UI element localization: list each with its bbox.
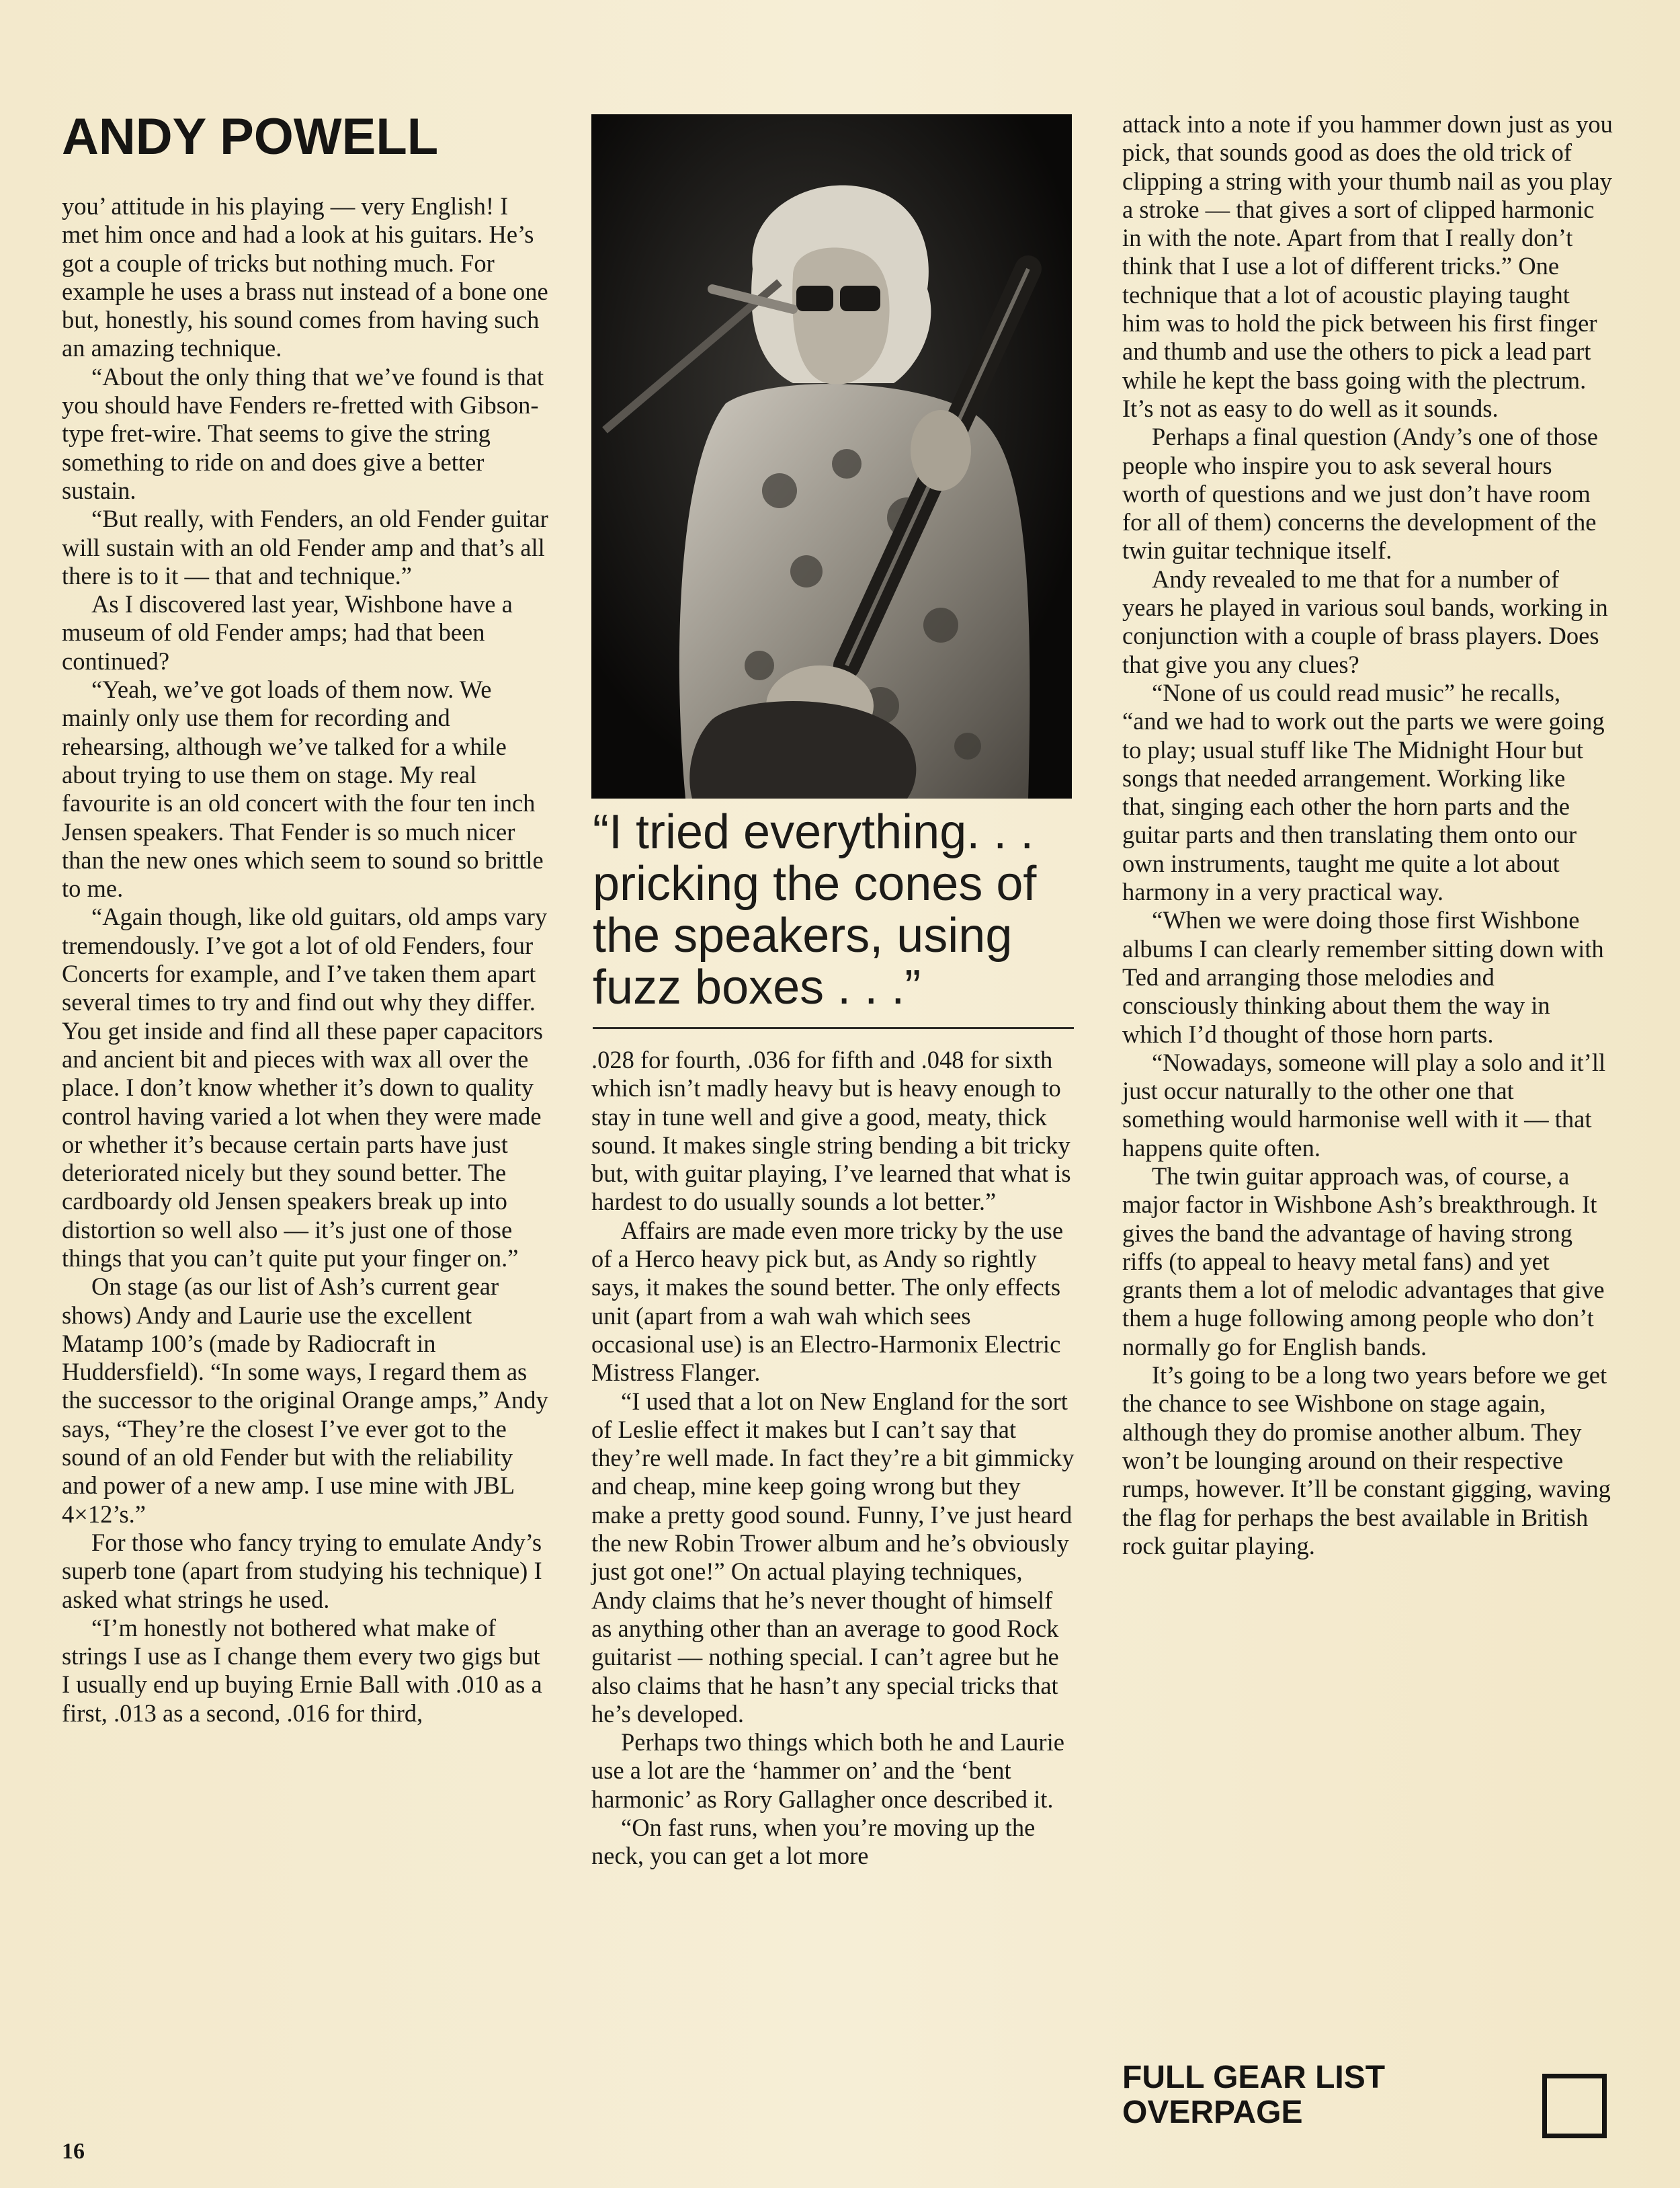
column-2-text	[591, 1046, 1075, 1871]
paragraph: “None of us could read music” he recalls, “and we had to work out the parts we were going to play; usual stuff like The Midnight Hour but songs that needed arrangement. Working like that, singing each other the horn parts and the guitar parts and then translating them onto our own instruments, taught me quite a lot about harmony in a very practical way.	[1122, 678, 1605, 906]
paragraph: attack into a note if you hammer down just as you pick, that sounds good as does the old trick of clipping a string with your thumb nail as you play a stroke — that gives a sort of clipped harmonic in with the note. Apart from that I really don’t think that I use a lot of different tricks.” One technique that a lot of acoustic playing taught him was to hold the pick between his first finger and thumb and use the others to pick a lead part while he kept the bass going with the plectrum. It’s not as easy to do well as it sounds.	[1122, 110, 1613, 422]
paragraph: “Nowadays, someone will play a solo and it’ll just occur naturally to the other one that something would harmonise well with it — that happens quite often.	[1122, 1048, 1606, 1162]
gear-list-note	[1122, 2060, 1385, 2130]
paragraph: As I discovered last year, Wishbone have a museum of old Fender amps; had that been continued?	[62, 590, 513, 675]
pull-quote: “I tried everything. . . pricking the cones of the speakers, using fuzz boxes . . .”	[593, 805, 1037, 1014]
paragraph: On stage (as our list of Ash’s current gear shows) Andy and Laurie use the excellent Matamp 100’s (made by Radiocraft in Huddersfield). “In some ways, I regard them as the successor to the original Orange amps,” Andy says, “They’re the closest I’ve ever got to the sound of an old Fender but with the reliability and power of a new amp. I use mine with JBL 4×12’s.”	[62, 1272, 548, 1528]
paragraph: “On fast runs, when you’re moving up the neck, you can get a lot more	[591, 1814, 1036, 1870]
paragraph: “About the only thing that we’ve found is that you should have Fenders re-fretted with Gibson-type fret-wire. That seems to give the string something to ride on and does give a better sustain.	[62, 362, 544, 504]
paragraph: .028 for fourth, .036 for fifth and .048 for sixth which isn’t madly heavy but is heavy enough to stay in tune well and give a good, meaty, thick sound. It makes single string bending a bit tricky but, with guitar playing, I’ve learned that what is hardest to do usually sounds a lot better.”	[591, 1046, 1071, 1216]
headline: ANDY POWELL	[62, 108, 439, 165]
paragraph: Perhaps two things which both he and Laurie use a lot are the ‘hammer on’ and the ‘bent harmonic’ as Rory Gallagher once described it.	[591, 1728, 1064, 1813]
guitarist-photo-icon	[591, 114, 1072, 799]
paragraph: For those who fancy trying to emulate Andy’s superb tone (apart from studying his technique) I asked what strings he used.	[62, 1528, 542, 1613]
column-3-text	[1122, 110, 1613, 1560]
page-number: 16	[62, 2139, 85, 2164]
guitarist-photo	[591, 114, 1072, 799]
paragraph: “When we were doing those first Wishbone albums I can clearly remember sitting down with Ted and arranging those melodies and consciously thinking about them the way in which I’d thought of those horn parts.	[1122, 906, 1604, 1048]
paragraph: “Again though, like old guitars, old amps vary tremendously. I’ve got a lot of old Fenders, four Concerts for example, and I’ve taken them apart several times to try and find out why they differ. You get inside and find all these paper capacitors and ancient bit and pieces with wax all over the place. I don’t know whether it’s down to quality control having varied a lot when they were made or whether it’s because certain parts have just deteriorated nicely but they sound better. The cardboardy old Jensen speakers break up into distortion so well also — it’s just one of those things that you can’t quite put your finger on.”	[62, 903, 548, 1272]
paragraph: “I used that a lot on New England for the sort of Leslie effect it makes but I can’t say that they’re well made. In fact they’re a bit gimmicky and cheap, mine keep going wrong but they make a pretty good sound. Funny, I’ve just heard the new Robin Trower album and he’s obviously just got one!” On actual playing techniques, Andy claims that he’s never thought of himself as anything other than an average to good Rock guitarist — nothing special. I can’t agree but he also claims that he hasn’t any special tricks that he’s developed.	[591, 1387, 1075, 1728]
paragraph: “Yeah, we’ve got loads of them now. We mainly only use them for recording and rehearsing, although we’ve talked for a while about trying to use them on stage. My real favourite is an old concert with the four ten inch Jensen speakers. That Fender is so much nicer than the new ones which seem to sound so brittle to me.	[62, 676, 544, 903]
paragraph: “I’m honestly not bothered what make of strings I use as I change them every two gigs but I usually end up buying Ernie Ball with .010 as a first, .013 as a second, .016 for third,	[62, 1613, 542, 1727]
gear-list-line-2: OVERPAGE	[1122, 2095, 1303, 2130]
paragraph: you’ attitude in his playing — very English! I met him once and had a look at his guitars. He’s got a couple of tricks but nothing much. For example he uses a brass nut instead of a bone one but, honestly, his sound comes from having such an amazing technique.	[62, 192, 548, 362]
paragraph: Andy revealed to me that for a number of years he played in various soul bands, working in conjunction with a couple of brass players. Does that give you any clues?	[1122, 565, 1608, 678]
paragraph: Affairs are made even more tricky by the use of a Herco heavy pick but, as Andy so rightly says, it makes the sound better. The only effects unit (apart from a wah wah which sees occasional use) is an Electro-Harmonix Electric Mistress Flanger.	[591, 1216, 1064, 1387]
paragraph: Perhaps a final question (Andy’s one of those people who inspire you to ask several hours worth of questions and we just don’t have room for all of them) concerns the development of the twin guitar technique itself.	[1122, 423, 1598, 565]
column-1-text	[62, 192, 549, 1728]
end-mark-box	[1542, 2074, 1607, 2138]
paragraph: “But really, with Fenders, an old Fender guitar will sustain with an old Fender amp and that’s all there is to it — that and technique.”	[62, 505, 548, 590]
paragraph: The twin guitar approach was, of course, a major factor in Wishbone Ash’s breakthrough. It gives the band the advantage of having strong riffs (to appeal to heavy metal fans) and yet grants them a lot of melodic advantages that give them a huge following among people who don’t normally go for English bands.	[1122, 1162, 1605, 1361]
paragraph: It’s going to be a long two years before we get the chance to see Wishbone on stage again, although they do promise another album. They won’t be lounging around on their respective rumps, however. It’ll be constant gigging, waving the flag for perhaps the best available in British rock guitar playing.	[1122, 1361, 1611, 1559]
gear-list-line-1: FULL GEAR LIST	[1122, 2060, 1386, 2095]
divider	[593, 1027, 1074, 1029]
